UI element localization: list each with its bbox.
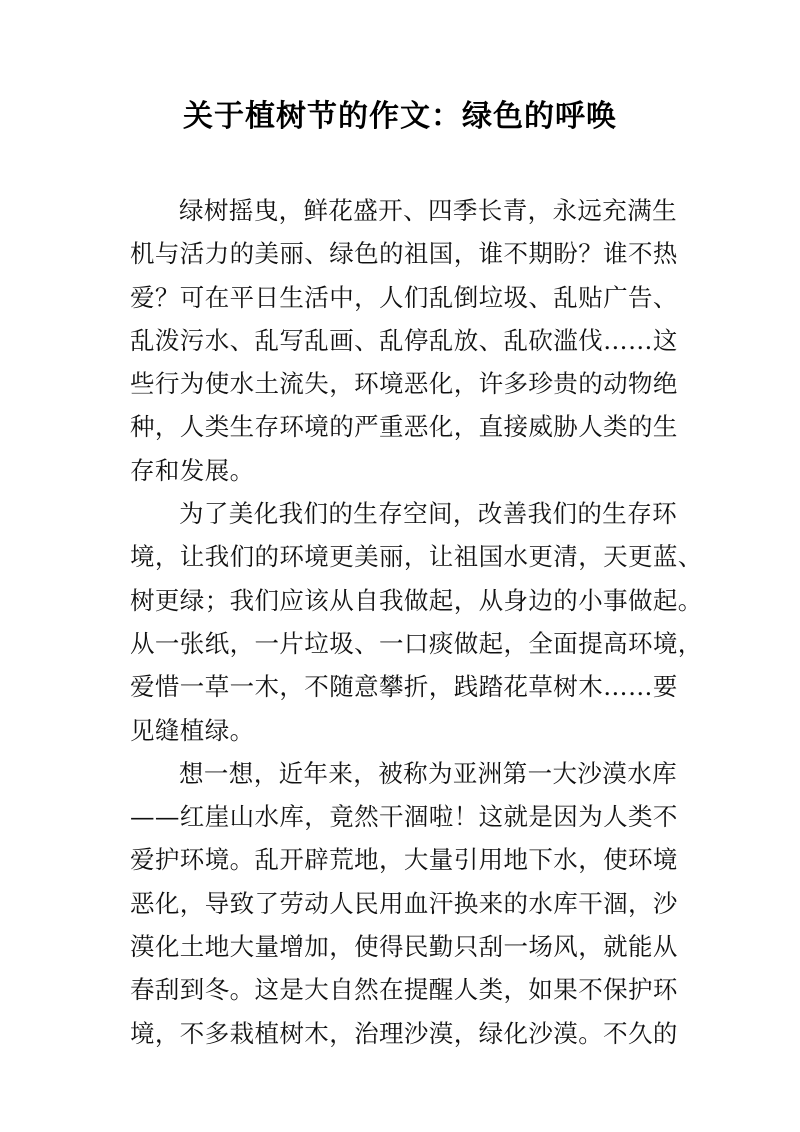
text-line: 境，不多栽植树木，治理沙漠，绿化沙漠。不久的 bbox=[130, 1018, 678, 1048]
paragraph-1 bbox=[130, 196, 678, 499]
text-line: 漠化土地大量增加，使得民勤只刮一场风，就能从 bbox=[130, 932, 678, 962]
text-line: 乱泼污水、乱写乱画、乱停乱放、乱砍滥伐……这 bbox=[130, 325, 678, 355]
text-line: 种，人类生存环境的严重恶化，直接威胁人类的生 bbox=[130, 412, 678, 442]
text-line: 春刮到冬。这是大自然在提醒人类，如果不保护环 bbox=[130, 975, 678, 1005]
text-line: 见缝植绿。 bbox=[130, 715, 255, 745]
text-line: 从一张纸，一片垃圾、一口痰做起，全面提高环境， bbox=[130, 628, 703, 658]
text-line: 爱惜一草一木，不随意攀折，践踏花草树木……要 bbox=[130, 672, 678, 702]
text-line: 爱？可在平日生活中，人们乱倒垃圾、乱贴广告、 bbox=[130, 282, 678, 312]
text-line: 存和发展。 bbox=[130, 455, 255, 485]
text-line: 树更绿；我们应该从自我做起，从身边的小事做起。 bbox=[130, 585, 703, 615]
paragraph-3 bbox=[130, 758, 678, 1062]
text-line: 爱护环境。乱开辟荒地，大量引用地下水，使环境 bbox=[130, 845, 678, 875]
text-line: 些行为使水土流失，环境恶化，许多珍贵的动物绝 bbox=[130, 369, 678, 399]
document-title: 关于植树节的作文：绿色的呼唤 bbox=[183, 99, 617, 134]
text-line: 恶化，导致了劳动人民用血汗换来的水库干涸，沙 bbox=[130, 888, 678, 918]
text-line: 绿树摇曳，鲜花盛开、四季长青，永远充满生 bbox=[179, 196, 677, 225]
text-line: 想一想，近年来，被称为亚洲第一大沙漠水库 bbox=[179, 758, 677, 788]
text-line: 境，让我们的环境更美丽，让祖国水更清，天更蓝、 bbox=[130, 542, 703, 572]
text-line: 为了美化我们的生存空间，改善我们的生存环 bbox=[179, 499, 677, 529]
text-line: ——红崖山水库，竟然干涸啦！这就是因为人类不 bbox=[130, 802, 678, 832]
document-body bbox=[130, 196, 703, 1062]
text-line: 机与活力的美丽、绿色的祖国，谁不期盼？谁不热 bbox=[130, 239, 678, 269]
paragraph-2 bbox=[130, 499, 703, 759]
